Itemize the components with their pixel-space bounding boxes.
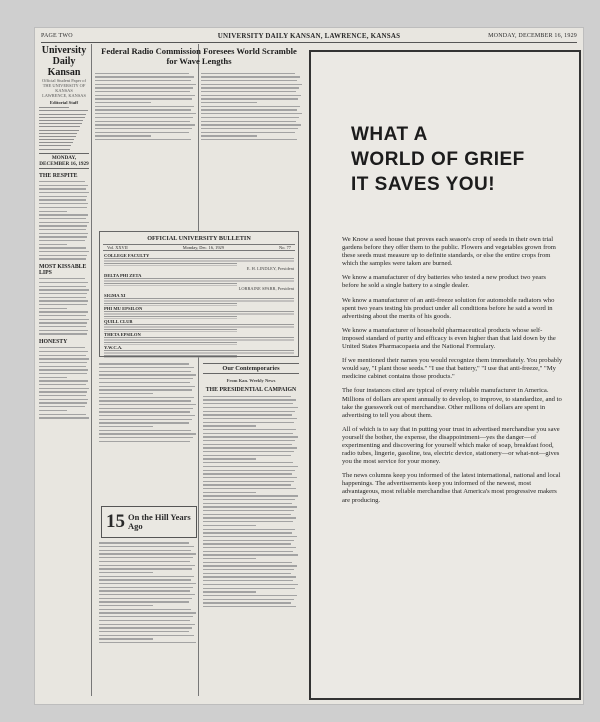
text-line [201,76,300,77]
text-line [203,606,296,607]
text-line [95,87,193,88]
text-line [203,584,298,585]
text-line [201,109,297,110]
text-line [99,363,189,364]
notice-text [104,258,294,266]
text-line [99,579,191,580]
bulletin-notice [104,332,294,345]
text-line [39,218,86,219]
text-line [99,430,191,431]
text-line [95,117,193,118]
notice-text [104,278,294,286]
editorial-heading: THE RESPITE [39,172,78,179]
text-line [99,553,196,554]
text-line [203,414,292,415]
text-line [203,447,297,448]
bulletin-notice [104,306,294,319]
contemporaries-column [203,378,299,694]
text-line [39,391,87,392]
notice-signer: E. H. LINDLEY, President [246,266,294,271]
bulletin-title: OFFICIAL UNIVERSITY BULLETIN [147,235,251,242]
ad-paragraph: We Know a seed house that proves each season's crop of seeds in their own trial gardens before they offer them to the public. Flowers and vegetables grown from these seeds must measure up to definite standards, or else the entire crops from which the samples were taken are burned. [342,236,556,268]
staff-line [39,130,79,131]
newspaper-page [35,28,583,704]
text-line [99,557,193,558]
text-line [203,554,298,555]
text-line [95,128,192,129]
university-bulletin [99,231,299,357]
staff-line [39,120,83,121]
text-line [39,373,87,374]
text-line [39,402,87,403]
notice-heading: COLLEGE FACULTY [104,253,150,258]
staff-line [39,136,76,137]
text-line [99,561,190,562]
text-line [203,547,296,548]
issue-date: MONDAY, DECEMBER 16, 1929 [488,33,577,39]
text-line [203,440,295,441]
page-number: PAGE TWO [41,33,73,39]
text-line [39,188,86,189]
text-line [39,322,87,323]
fcc-text [201,70,303,142]
text-line [201,95,301,96]
text-line [39,388,89,389]
text-line [99,609,191,610]
text-line [203,517,296,518]
text-line [39,258,86,259]
text-line [203,558,256,559]
text-line [203,429,296,430]
text-line [99,408,193,409]
text-line [39,308,67,309]
text-line [203,562,292,563]
text-line [203,484,291,485]
notice-heading: SIGMA XI [104,293,126,298]
text-line [201,128,298,129]
text-line [201,106,300,107]
text-line [99,441,190,442]
text-line [39,406,85,407]
on-the-hill-box [101,506,197,538]
text-line [39,384,86,385]
text-line [95,113,196,114]
text-line [95,106,194,107]
text-line [203,455,291,456]
contemporaries-text [203,396,299,607]
text-line [203,569,294,570]
text-line [39,330,88,331]
text-line [99,624,195,625]
text-line [99,422,189,423]
editorial-text [39,181,89,260]
text-line [95,80,191,81]
staff-heading: Editorial Staff [49,100,79,105]
text-line [203,422,294,423]
text-line [203,532,292,533]
text-line [99,638,153,639]
text-line [39,207,87,208]
article-heading: HONESTY [39,338,68,345]
text-line [203,591,256,592]
text-line [99,601,189,602]
text-line [99,565,195,566]
text-line [201,117,299,118]
text-line [201,87,299,88]
text-line [39,255,87,256]
text-line [99,393,153,394]
text-line [39,233,88,234]
text-line [203,399,296,400]
text-line [99,411,190,412]
text-line [203,551,293,552]
text-line [203,540,294,541]
text-line [201,113,302,114]
notice-heading: DELTA PHI ZETA [104,273,142,278]
text-line [39,214,88,215]
text-line [203,492,256,493]
notice-heading: QUILL CLUB [104,319,133,324]
text-line [203,521,293,522]
masthead-title: University Daily Kansan [41,45,87,78]
fcc-text [95,70,197,142]
notice-text [104,311,294,319]
staff-line [39,126,80,127]
fcc-body [95,70,303,142]
staff-box [39,107,89,149]
text-line [39,366,86,367]
notice-signer: LORRAINE SPARR, President [238,286,294,291]
text-line [39,315,86,316]
text-line [201,98,298,99]
text-line [203,407,298,408]
text-line [203,436,298,437]
text-line [99,635,194,636]
text-line [203,573,291,574]
text-line [39,414,86,415]
bulletin-notices [100,253,298,358]
text-line [99,389,192,390]
masthead-line: THE UNIVERSITY OF KANSAS [42,83,86,93]
staff-line [39,149,70,150]
text-line [203,473,292,474]
text-line [95,84,196,85]
text-line [39,355,86,356]
text-line [203,499,295,500]
text-line [99,437,193,438]
text-line [99,620,190,621]
text-line [39,369,88,370]
text-line [39,289,89,290]
text-line [39,417,89,418]
bulletin-notice [104,293,294,306]
bulletin-notice [104,345,294,358]
text-line [201,80,297,81]
text-line [99,594,195,595]
text-line [39,410,67,411]
text-line [201,135,257,136]
on-the-hill-text [99,542,197,643]
text-line [203,529,295,530]
text-line [203,599,294,600]
text-line [99,397,194,398]
text-line [99,550,191,551]
text-line [39,203,88,204]
staff-line [39,123,82,124]
text-line [39,395,86,396]
text-line [39,278,85,279]
text-line [39,222,89,223]
masthead-line: Official Student Paper of [42,78,86,83]
text-line [39,240,85,241]
text-line [95,73,189,74]
ad-paragraph: We know a manufacturer of an anti-freeze solution for automobile radiators who spent two years testing his product under all conditions before he said a word in advertising about the merits of his goods. [342,296,555,320]
text-line [39,333,87,334]
text-line [203,470,295,471]
bulletin-volume: Vol. XXVII [107,245,128,250]
text-line [203,576,296,577]
text-line [39,351,88,352]
text-line [95,98,192,99]
mid-left-block [99,361,197,481]
text-line [203,462,293,463]
notice-text [104,298,294,306]
text-line [203,444,292,445]
text-line [99,400,191,401]
text-line [99,631,189,632]
text-line [201,102,257,103]
text-line [99,572,153,573]
notice-heading: Y.W.C.A. [104,345,123,350]
text-line [99,605,153,606]
advertisement [309,50,581,700]
text-line [203,543,291,544]
text-line [203,403,293,404]
text-line [99,612,196,613]
text-line [99,404,196,405]
text-line [95,124,195,125]
text-line [39,319,89,320]
text-line [39,297,86,298]
text-line [99,642,196,643]
text-line [39,181,85,182]
text-line [95,95,195,96]
text-line [201,124,301,125]
text-line [203,425,256,426]
text-line [203,510,294,511]
notice-heading: THETA EPSILON [104,332,141,337]
text-line [39,347,85,348]
staff-line [39,117,85,118]
text-line [203,433,293,434]
text-line [203,411,295,412]
text-line [99,419,192,420]
text-line [99,590,190,591]
on-the-hill-column [99,540,197,694]
text-line [203,536,297,537]
text-line [39,211,67,212]
text-line [39,293,87,294]
notice-text [104,337,294,345]
text-line [203,565,297,566]
text-line [39,377,67,378]
text-line [203,525,256,526]
text-line [203,495,298,496]
text-line [39,236,87,237]
contemporaries-heading: Our Contemporaries [203,363,299,374]
text-line [39,358,89,359]
staff-line [39,110,88,111]
bulletin-notice [104,273,294,291]
left-column [39,45,89,695]
text-line [95,91,190,92]
staff-line [39,145,71,146]
text-line [99,576,194,577]
ad-headline: WHAT A WORLD OF GRIEF IT SAVES YOU! [351,124,525,195]
text-line [95,102,151,103]
text-line [203,466,298,467]
staff-line [39,107,69,108]
text-line [39,192,89,193]
text-line [39,311,88,312]
ad-body [342,236,564,511]
text-line [203,396,291,397]
text-line [95,135,151,136]
text-line [39,244,67,245]
article-text [39,347,89,418]
text-line [95,109,191,110]
text-line [203,418,297,419]
article-text [99,363,197,442]
text-line [39,300,88,301]
text-line [39,251,89,252]
text-line [39,399,88,400]
text-line [203,488,296,489]
notice-text [104,324,294,332]
text-line [201,91,296,92]
text-line [95,76,194,77]
staff-line [39,139,74,140]
on-the-hill-title: On the Hill Years Ago [128,512,191,531]
text-line [39,362,87,363]
text-line [99,426,153,427]
article-heading: MOST KISSABLE LIPS [39,263,87,276]
ad-paragraph: We know a manufacturer of household pharmaceutical products whose self-imposed standard of purity and efficacy is even higher than that laid down by the United States Pharmacopaeia and the National Formulary. [342,326,556,351]
text-line [99,371,191,372]
text-line [39,225,87,226]
bulletin-notice [104,253,294,271]
staff-line [39,142,73,143]
text-line [39,229,86,230]
text-line [99,542,189,543]
text-line [95,132,189,133]
contemporaries-sub: From Kan. Weekly News [226,378,276,383]
text-line [95,121,190,122]
text-line [201,121,296,122]
text-line [99,568,192,569]
text-line [203,595,297,596]
text-line [39,304,87,305]
staff-line [39,133,77,134]
text-line [203,602,291,603]
article-text [39,278,89,335]
text-line [39,380,88,381]
text-line [201,132,295,133]
text-line [95,139,191,140]
text-line [39,247,86,248]
ad-paragraph: If we mentioned their names you would recognize them immediately. You probably would say, "I plant those seeds." "I use that battery," "I use that anti-freeze," "My medicine cabinet contains those products." [342,357,563,381]
column-rule [91,44,92,696]
masthead-date: MONDAY, DECEMBER 16, 1929 [39,154,89,167]
text-line [39,286,86,287]
ad-paragraph: The four instances cited are typical of every reliable manufacturer in America. Millions of dollars are spent annually to develop, to improve, to standardize, and to take the guesswork out of merchandise. Other millions of dollars are spent in advertising to tell you about them. [342,387,562,419]
text-line [203,481,294,482]
text-line [203,588,295,589]
text-line [99,587,193,588]
text-line [203,503,292,504]
text-line [99,627,192,628]
text-line [99,616,193,617]
ad-paragraph: The news columns keep you informed of the latest international, national and local happenings. The advertisements keep you informed of the newest, most advantageous, most reliable merchandise that America's most progressive makers are producing. [342,472,561,504]
bulletin-notice [104,319,294,332]
paper-name: UNIVERSITY DAILY KANSAN, LAWRENCE, KANSAS [217,32,401,40]
text-line [99,415,195,416]
text-line [203,580,293,581]
running-head [41,32,577,43]
notice-heading: PHI MU EPSILON [104,306,143,311]
bulletin-date: Monday, Dec. 16, 1929 [182,245,224,250]
text-line [203,477,297,478]
text-line [99,367,194,368]
text-line [201,73,295,74]
text-line [203,514,291,515]
text-line [39,199,86,200]
text-line [39,282,88,283]
text-line [203,506,297,507]
bulletin-number: No. 77 [279,245,291,250]
staff-line [39,114,86,115]
text-line [39,196,87,197]
text-line [39,185,88,186]
contemporaries-article-heading: THE PRESIDENTIAL CAMPAIGN [205,387,297,394]
text-line [39,326,86,327]
text-line [99,382,190,383]
masthead [39,45,89,98]
text-line [99,433,196,434]
text-line [99,583,196,584]
bulletin-subhead [103,244,295,251]
text-line [99,386,195,387]
text-line [99,378,193,379]
text-line [203,458,256,459]
text-line [99,598,192,599]
text-line [201,139,297,140]
notice-text [104,350,294,358]
text-line [201,84,302,85]
ad-paragraph: All of which is to say that in putting your trust in advertised merchandise you save yourself the bother, the expense, the disappointment—yes the danger—of experimenting and discovering for yourself which make of soap, breakfast food, radio tubes, lingerie, gasoline, tea, electric device, stationery—or what-not—gives you the most service for your money. [342,425,560,466]
text-line [203,451,294,452]
years-number: 15 [106,511,125,532]
text-line [99,374,196,375]
fcc-headline: Federal Radio Commission Foresees World Scramble for Wave Lengths [101,46,297,66]
text-line [99,546,194,547]
ad-paragraph: We know a manufacturer of dry batteries who tested a new product two years before he sold a single battery to a single dealer. [342,274,546,290]
masthead-line: LAWRENCE, KANSAS [42,93,86,98]
